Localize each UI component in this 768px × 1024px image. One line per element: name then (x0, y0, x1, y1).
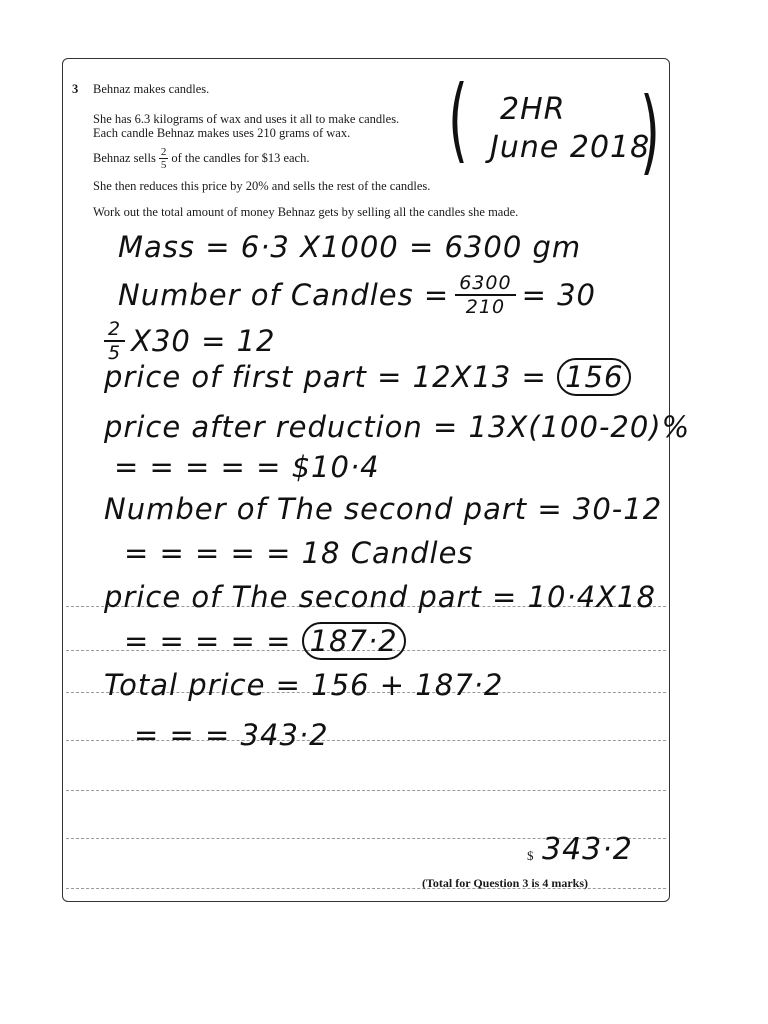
working-price-second-circled: 187·2 (302, 622, 406, 660)
question-line-4-start: Behnaz sells (93, 151, 156, 165)
working-number-second-result: = = = = = 18 Candles (124, 536, 474, 570)
working-candles-numerator: 6300 (455, 272, 515, 296)
working-price-first (104, 360, 631, 394)
working-mass: Mass = 6·3 X1000 = 6300 gm (118, 230, 582, 264)
fraction-denominator: 5 (160, 159, 167, 171)
question-line-3: Each candle Behnaz makes uses 210 grams of wax. (93, 126, 351, 140)
answer-rule (66, 790, 666, 791)
working-total-result: = = = 343·2 (134, 718, 329, 752)
question-line-1: Behnaz makes candles. (93, 82, 210, 96)
working-candles-fraction (455, 272, 515, 318)
tag-line-1: 2HR (500, 92, 566, 127)
working-two-fifths-denominator: 5 (108, 342, 122, 364)
working-two-fifths (104, 318, 125, 364)
question-line-4-end: of the candles for $13 each. (171, 151, 310, 165)
question-line-5: She then reduces this price by 20% and sells the rest of the candles. (93, 179, 431, 193)
tag-line-2: June 2018 (490, 130, 651, 165)
working-fraction-line (104, 318, 276, 364)
working-number-second: Number of The second part = 30-12 (104, 492, 663, 526)
working-price-second-line (124, 624, 406, 658)
working-candles-result: = 30 (521, 278, 596, 312)
final-answer: 343·2 (542, 832, 633, 867)
working-price-second: price of The second part = 10·4X18 (104, 580, 656, 614)
working-two-fifths-numerator: 2 (104, 318, 125, 342)
working-fraction-rest: X30 = 12 (131, 324, 276, 358)
working-price-first-circled: 156 (557, 358, 631, 396)
working-candles-denominator: 210 (465, 296, 506, 318)
working-price-second-result: = = = = = (124, 624, 292, 658)
working-price-first-text: price of first part = 12X13 = (104, 360, 547, 394)
working-candles (118, 272, 596, 318)
total-marks: (Total for Question 3 is 4 marks) (422, 876, 589, 890)
question-fraction (159, 146, 169, 171)
working-total: Total price = 156 + 187·2 (104, 668, 504, 702)
working-price-after: price after reduction = 13X(100-20)% (104, 410, 691, 444)
tag-left-paren: ( (448, 66, 468, 173)
question-number: 3 (72, 82, 79, 96)
question-line-4 (93, 146, 309, 171)
tag-right-paren: ) (640, 78, 660, 185)
working-candles-label: Number of Candles = (118, 278, 450, 312)
working-price-after-result: = = = = = $10·4 (114, 450, 380, 484)
question-line-2: She has 6.3 kilograms of wax and uses it all to make candles. (93, 112, 400, 126)
fraction-numerator: 2 (160, 146, 167, 158)
question-line-6: Work out the total amount of money Behnaz gets by selling all the candles she made. (93, 205, 519, 219)
answer-dollar-sign: $ (527, 848, 534, 863)
